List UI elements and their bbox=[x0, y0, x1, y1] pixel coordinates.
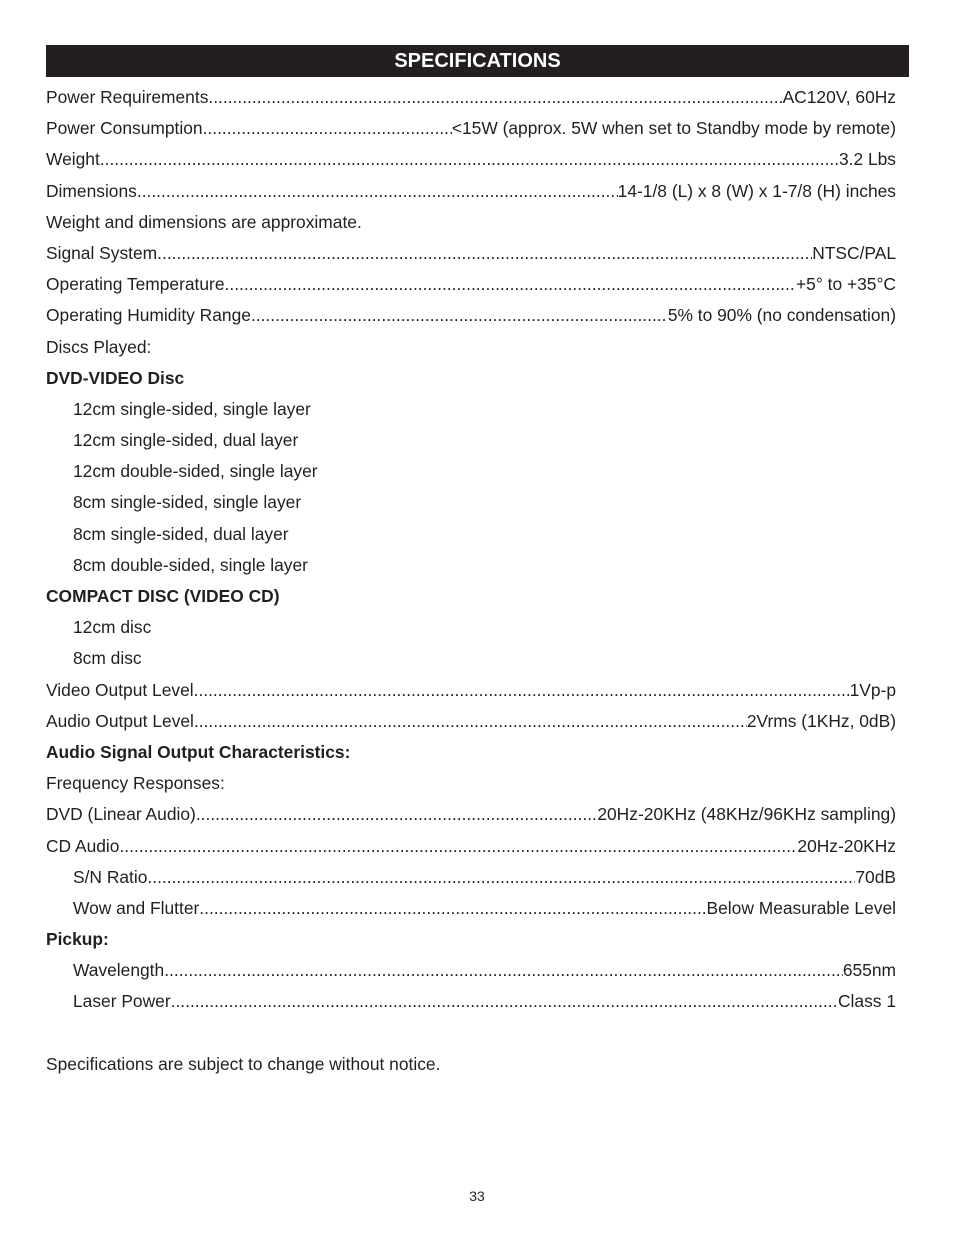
spec-row-video-output bbox=[46, 675, 896, 706]
spec-value: 2Vrms (1KHz, 0dB) bbox=[746, 710, 896, 731]
spec-value: <15W (approx. 5W when set to Standby mode by remote) bbox=[451, 118, 896, 139]
dot-leader bbox=[203, 113, 452, 144]
dvd-disc-item: 8cm single-sided, dual layer bbox=[73, 523, 289, 544]
approx-note: Weight and dimensions are approximate. bbox=[46, 211, 362, 232]
spec-label: Wavelength bbox=[73, 960, 165, 981]
spec-label: DVD (Linear Audio) bbox=[46, 804, 196, 825]
dot-leader bbox=[225, 269, 797, 300]
audio-signal-heading: Audio Signal Output Characteristics: bbox=[46, 741, 351, 762]
spec-label: CD Audio bbox=[46, 835, 120, 856]
pickup-heading: Pickup: bbox=[46, 929, 109, 950]
spec-row-dimensions bbox=[46, 176, 896, 207]
dot-leader bbox=[194, 675, 850, 706]
spec-value: 655nm bbox=[842, 960, 896, 981]
spec-row-laser-power bbox=[46, 986, 896, 1017]
spacer bbox=[46, 1018, 896, 1049]
spec-row-power-requirements bbox=[46, 82, 896, 113]
dot-leader bbox=[147, 862, 855, 893]
spec-row-audio-output bbox=[46, 706, 896, 737]
dot-leader bbox=[194, 706, 747, 737]
spec-row-power-consumption bbox=[46, 113, 896, 144]
spec-row-wow-flutter bbox=[46, 893, 896, 924]
spec-label: Dimensions bbox=[46, 180, 137, 201]
spec-value: +5° to +35°C bbox=[796, 274, 896, 295]
spec-label: Power Requirements bbox=[46, 87, 209, 107]
specifications-list bbox=[46, 82, 896, 1080]
dot-leader bbox=[100, 144, 839, 175]
spec-row-operating-humidity bbox=[46, 300, 896, 331]
dot-leader bbox=[196, 799, 598, 830]
spec-row-sn-ratio bbox=[46, 862, 896, 893]
dot-leader bbox=[157, 238, 812, 269]
spec-value: Below Measurable Level bbox=[706, 897, 896, 918]
spec-label: Operating Humidity Range bbox=[46, 305, 251, 326]
spec-label: S/N Ratio bbox=[73, 866, 148, 887]
spec-row-weight bbox=[46, 144, 896, 175]
change-notice: Specifications are subject to change without notice. bbox=[46, 1053, 441, 1074]
spec-value: 14-1/8 (L) x 8 (W) x 1-7/8 (H) inches bbox=[617, 180, 896, 201]
spec-row-dvd-linear-audio bbox=[46, 799, 896, 830]
spec-label: Operating Temperature bbox=[46, 274, 225, 295]
section-header bbox=[46, 45, 909, 77]
compact-disc-heading: COMPACT DISC (VIDEO CD) bbox=[46, 586, 280, 606]
dvd-disc-item: 12cm single-sided, single layer bbox=[73, 398, 311, 419]
spec-value: 20Hz-20KHz bbox=[797, 835, 896, 856]
spec-label: Audio Output Level bbox=[46, 710, 194, 731]
spec-label: Power Consumption bbox=[46, 118, 203, 139]
spec-label: Video Output Level bbox=[46, 679, 194, 700]
dvd-video-heading: DVD-VIDEO Disc bbox=[46, 367, 185, 388]
dot-leader bbox=[119, 831, 797, 862]
spec-row-wavelength bbox=[46, 955, 896, 986]
dot-leader bbox=[171, 986, 838, 1017]
spec-label: Signal System bbox=[46, 242, 158, 263]
spec-value: 20Hz-20KHz (48KHz/96KHz sampling) bbox=[597, 804, 896, 825]
dvd-disc-item: 12cm double-sided, single layer bbox=[73, 461, 318, 482]
spec-value: 1Vp-p bbox=[849, 679, 896, 700]
dvd-disc-item: 8cm double-sided, single layer bbox=[73, 554, 308, 575]
dot-leader bbox=[208, 82, 782, 113]
spec-row-operating-temperature bbox=[46, 269, 896, 300]
dvd-disc-item: 12cm single-sided, dual layer bbox=[73, 430, 299, 451]
dot-leader bbox=[199, 893, 706, 924]
cd-disc-item: 8cm disc bbox=[73, 648, 142, 669]
spec-label: Laser Power bbox=[73, 991, 171, 1012]
dvd-disc-item: 8cm single-sided, single layer bbox=[73, 492, 302, 513]
spec-value: Class 1 bbox=[838, 991, 896, 1012]
dot-leader bbox=[251, 300, 668, 331]
section-title: SPECIFICATIONS bbox=[394, 49, 561, 72]
spec-label: Wow and Flutter bbox=[73, 897, 200, 918]
spec-label: Weight bbox=[46, 149, 100, 170]
dot-leader bbox=[164, 955, 843, 986]
spec-value: NTSC/PAL bbox=[812, 242, 896, 263]
spec-row-signal-system bbox=[46, 238, 896, 269]
spec-row-cd-audio bbox=[46, 831, 896, 862]
page-number: 33 bbox=[469, 1188, 485, 1204]
dot-leader bbox=[137, 176, 618, 207]
discs-played-label: Discs Played: bbox=[46, 336, 152, 357]
spec-value: 3.2 Lbs bbox=[838, 149, 896, 170]
spec-value: 70dB bbox=[855, 866, 896, 887]
spec-value: AC120V, 60Hz bbox=[782, 87, 896, 107]
spec-value: 5% to 90% (no condensation) bbox=[667, 305, 896, 326]
frequency-responses-label: Frequency Responses: bbox=[46, 773, 225, 794]
cd-disc-item: 12cm disc bbox=[73, 617, 152, 638]
